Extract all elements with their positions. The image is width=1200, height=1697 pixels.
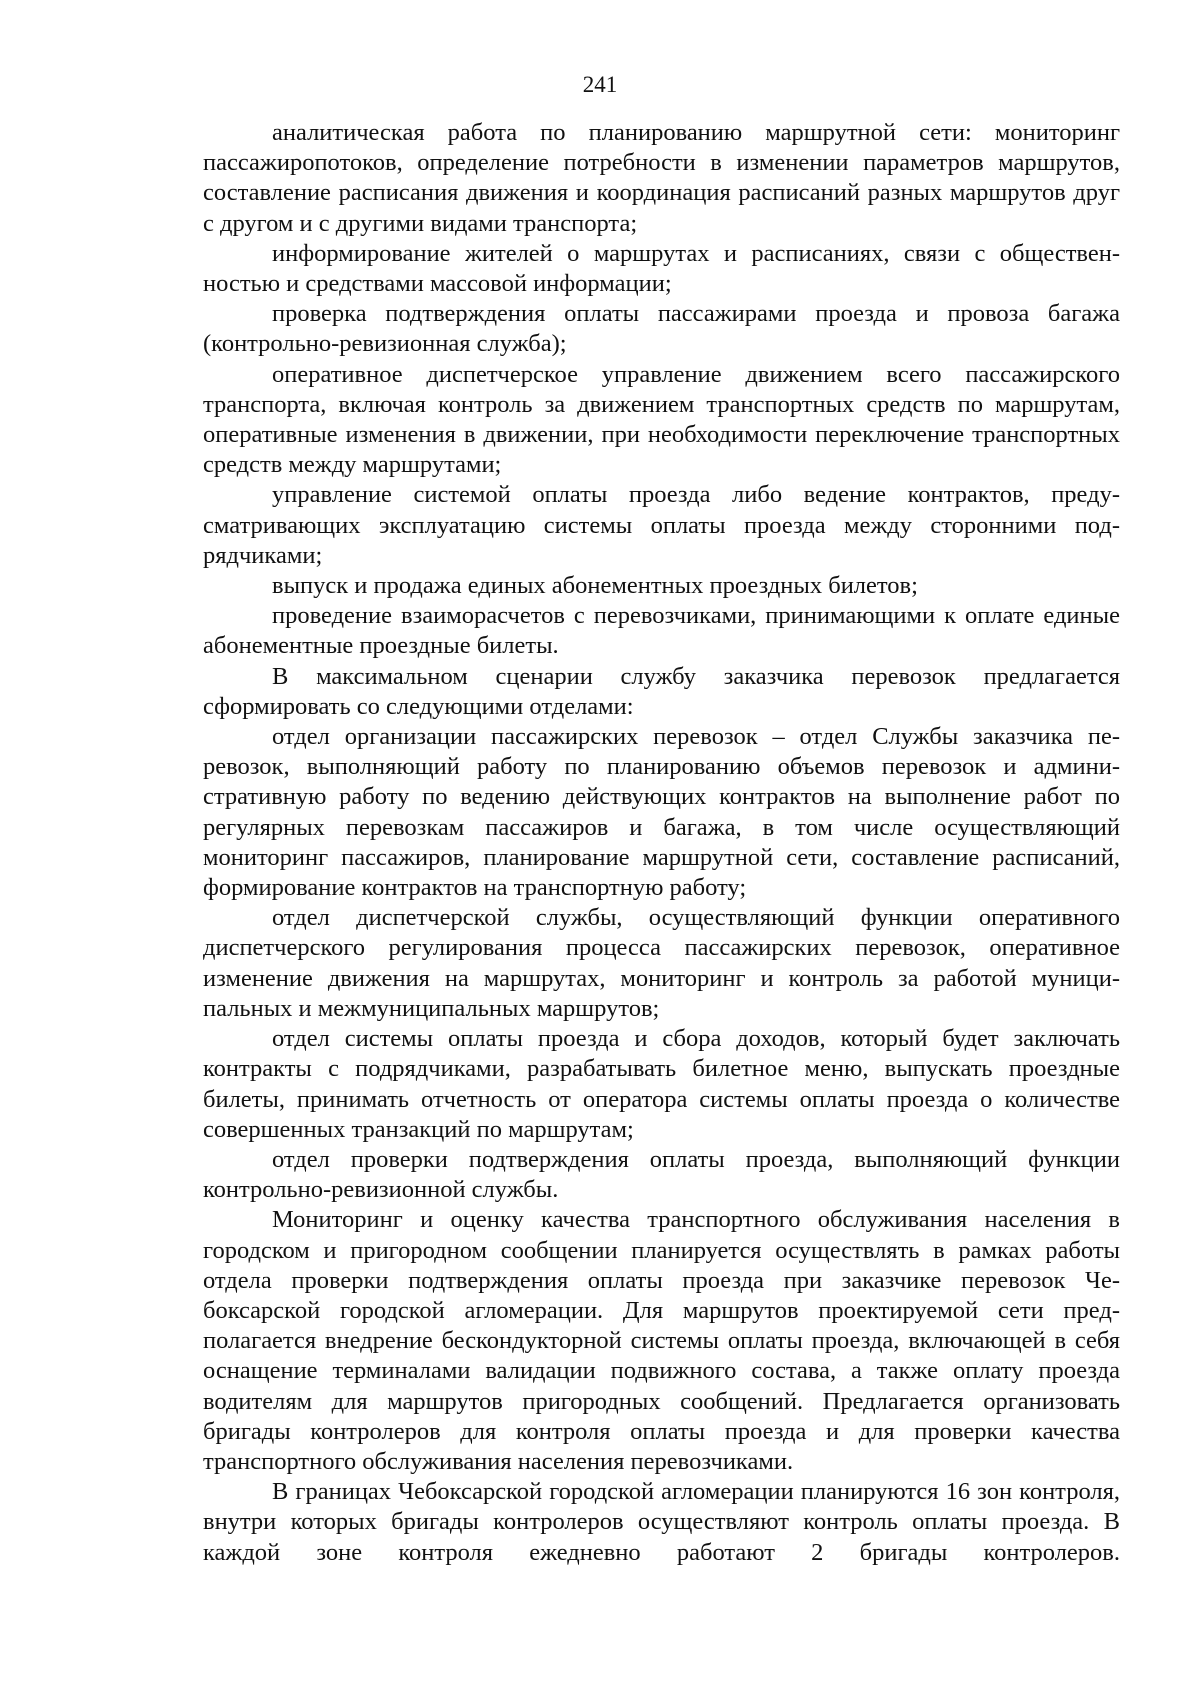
page-number: 241 — [582, 72, 618, 97]
paragraph-ticket-sales: выпуск и продажа единых абонементных проездных билетов; — [272, 572, 918, 600]
paragraph-fare-inspection: проверка подтверждения оплаты пассажирами проезда и провоза багажа (контрольно-ревизионная служба); — [203, 300, 1120, 358]
paragraph-organization-department: отдел организации пассажирских перевозок – отдел Службы заказчика перевозок, выполняющий работу по планированию объемов перевозок и административную работу по ведению действующих контрактов на выполнение работ по регулярных перевозкам пассажиров и багажа, в том числе осуществляющий мониторинг пассажиров, планирование маршрутной сети, составление расписаний, формирование контрактов на транспортную работу; — [203, 723, 1120, 902]
body-text — [203, 118, 1120, 1568]
paragraph-control-zones: В границах Чебоксарской городской агломерации планируются 16 зон контроля, внутри которых бригады контролеров осуществляют контроль оплаты проезда. В каждой зоне контроля ежедневно работают 2 бригады контролеров. — [203, 1478, 1120, 1566]
paragraph-fare-system-management: управление системой оплаты проезда либо ведение контрактов, предусматривающих эксплуатацию системы оплаты проезда между сторонними подрядчиками; — [203, 481, 1120, 569]
paragraph-public-informing: информирование жителей о маршрутах и расписаниях, связи с общественностью и средствами массовой информации; — [203, 239, 1120, 298]
paragraph-inspection-department: отдел проверки подтверждения оплаты проезда, выполняющий функции контрольно-ревизионной службы. — [203, 1145, 1120, 1204]
paragraph-maximum-scenario: В максимальном сценарии службу заказчика перевозок предлагается сформировать со следующими отделами: — [203, 662, 1120, 720]
paragraph-fare-collection-department: отдел системы оплаты проезда и сбора доходов, который будет заключать контракты с подрядчиками, разрабатывать билетное меню, выпускать проездные билеты, принимать отчетность от оператора системы оплаты проезда о количестве совершенных транзакций по маршрутам; — [203, 1025, 1120, 1143]
paragraph-route-planning: аналитическая работа по планированию маршрутной сети: мониторинг пассажиропотоков, определение потребности в изменении параметров маршрутов, составление расписания движения и координация расписаний разных маршрутов друг с другом и с другими видами транспорта; — [203, 119, 1120, 237]
paragraph-dispatch-department: отдел диспетчерской службы, осуществляющий функции оперативного диспетчерского регулирования процесса пассажирских перевозок, оперативное изменение движения на маршрутах, мониторинг и контроль за работой муниципальных и межмуниципальных маршрутов; — [203, 904, 1120, 1022]
paragraph-quality-monitoring: Мониторинг и оценку качества транспортного обслуживания населения в городском и пригородном сообщении планируется осуществлять в рамках работы отдела проверки подтверждения оплаты проезда при заказчике перевозок Чебоксарской городской агломерации. Для маршрутов проектируемой сети предполагается внедрение бескондукторной системы оплаты проезда, включающей в себя оснащение терминалами валидации подвижного состава, а также оплату проезда водителям для маршрутов пригородных сообщений. Предлагается организовать бригады контролеров для контроля оплаты проезда и для проверки качества транспортного обслуживания населения перевозчиками. — [203, 1206, 1120, 1475]
paragraph-dispatch-control: оперативное диспетчерское управление движением всего пассажирского транспорта, включая контроль за движением транспортных средств по маршрутам, оперативные изменения в движении, при необходимости переключение транспортных средств между маршрутами; — [203, 360, 1120, 479]
paragraph-settlements: проведение взаиморасчетов с перевозчиками, принимающими к оплате единые абонементные проездные билеты. — [203, 602, 1120, 660]
